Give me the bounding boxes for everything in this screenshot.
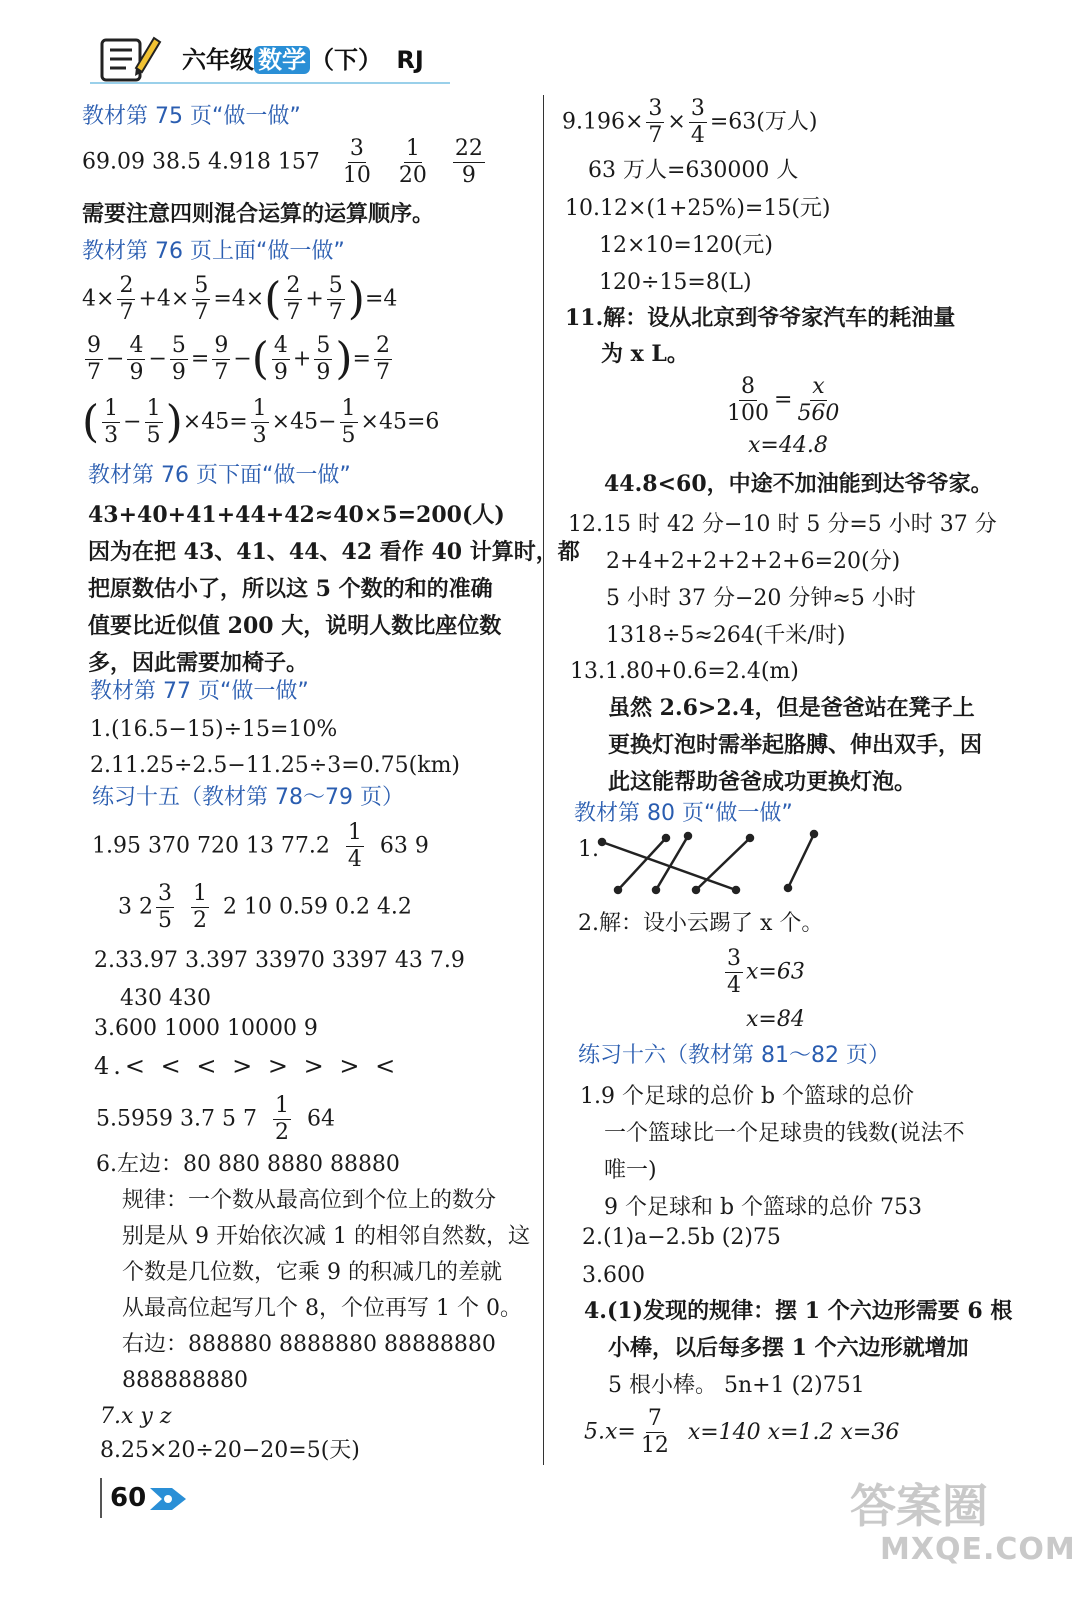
q9-equation: 9.196× $\frac{3}{7}$ × $\frac{3}{4}$ =63(万人) xyxy=(562,96,818,148)
ex15-q6: 6.左边：80 880 8880 88880 规律：一个数从最高位到个位上的数分 别是从 9 开始依次减 1 的相邻自然数，这 个数是几位数，它乘 9 的积减几的差就 从最高位起写几个 8，个位再写 1 个 0。 右边：888880 8888880 88888880 888888880 xyxy=(96,1152,530,1393)
section-heading-exercise-15: 练习十五（教材第 78～79 页） xyxy=(92,785,404,810)
equation-3: ( $\frac{1}{3}$ − $\frac{1}{5}$ )×45= $\frac{1}{3}$ ×45− $\frac{1}{5}$ ×45=6 xyxy=(82,396,440,448)
p75-answers xyxy=(82,138,488,187)
p80-q2-solution: x=84 xyxy=(746,1007,805,1032)
ex16-q4: 4.(1)发现的规律：摆 1 个六边形需要 6 根 小棒，以后每多摆 1 个六边形就增加 5 根小棒。 5n+1 (2)751 xyxy=(584,1298,1013,1398)
ex16-q1: 1.9 个足球的总价 b 个篮球的总价 一个篮球比一个足球贵的钱数(说法不 唯一) 9 个足球和 b 个篮球的总价 753 xyxy=(580,1084,965,1220)
equation-1: 4× $\frac{2}{7}$ +4× $\frac{5}{7}$ =4×( $\frac{2}{7}$ + $\frac{5}{7}$ )=4 xyxy=(82,273,398,325)
ex15-q4: 4.< < < > > > > < xyxy=(94,1052,400,1080)
fraction: $\frac{22}{9}$ xyxy=(454,136,483,188)
section-heading-p76-bottom: 教材第 76 页下面“做一做” xyxy=(88,463,351,488)
section-heading-exercise-16: 练习十六（教材第 81～82 页） xyxy=(578,1043,890,1068)
ex15-q7: 7.x y z xyxy=(100,1404,172,1429)
footer-rule xyxy=(100,1478,102,1518)
p75-numbers: 69.09 38.5 4.918 157 xyxy=(82,149,320,175)
fraction: $\frac{3}{10}$ xyxy=(342,136,371,188)
p80-q2: 2.解：设小云踢了 x 个。 xyxy=(578,911,824,936)
section-heading-p80: 教材第 80 页“做一做” xyxy=(574,801,793,826)
ex15-q8: 8.25×20÷20−20=5(天) xyxy=(100,1438,360,1463)
ex15-q3: 3.600 1000 10000 9 xyxy=(94,1016,318,1041)
section-heading-p75: 教材第 75 页“做一做” xyxy=(82,104,301,129)
q9-conversion: 63 万人=630000 人 xyxy=(588,158,799,183)
page-header-title xyxy=(182,40,424,75)
q11: 11.解：设从北京到爷爷家汽车的耗油量 为 x L。 xyxy=(565,305,956,367)
book-pencil-icon xyxy=(92,30,162,90)
matching-lines-diagram xyxy=(596,828,826,902)
page-number: 60 xyxy=(110,1483,147,1513)
header-subject: 数学 xyxy=(254,46,310,74)
header-grade: 六年级 xyxy=(182,46,254,74)
ex15-q1-line2: 3 2 $\frac{3}{5}$ $\frac{1}{2}$ 2 10 0.59 0.2 4.2 xyxy=(118,881,412,933)
ex16-q3: 3.600 xyxy=(582,1263,645,1288)
p76-bottom-answer: 43+40+41+44+42≈40×5=200(人) 因为在把 43、41、44、42 看作 40 计算时，都 把原数估小了，所以这 5 个数的和的准确 值要比近似值 200 大，说明人数比座位数 多，因此需要加椅子。 xyxy=(88,502,580,676)
header-term: （下） xyxy=(310,46,382,74)
equation-2: $\frac{9}{7}$ − $\frac{4}{9}$ − $\frac{5}{9}$ = $\frac{9}{7}$ −( $\frac{4}{9}$ + $\frac{5}{9}$ )= $\frac{2}{7}$ xyxy=(87,333,390,385)
p80-q1-label: 1. xyxy=(578,837,599,862)
p80-q2-equation: $\frac{3}{4}$ x=63 xyxy=(727,946,805,998)
header-edition: RJ xyxy=(396,46,424,74)
q11-solution: x=44.8 xyxy=(748,433,828,458)
fraction: $\frac{1}{20}$ xyxy=(398,136,427,188)
watermark-logo: 答案圈 xyxy=(850,1479,988,1533)
p75-note: 需要注意四则混合运算的运算顺序。 xyxy=(82,201,435,227)
column-divider xyxy=(543,95,544,1465)
q11-proportion: $\frac{8}{100}$ = $\frac{x}{560}$ xyxy=(727,374,840,426)
section-heading-p76-top: 教材第 76 页上面“做一做” xyxy=(82,239,345,264)
q10: 10.12×(1+25%)=15(元) 12×10=120(元) 120÷15=8(L) xyxy=(565,196,831,295)
ex15-q1-line1: 1.95 370 720 13 77.2 $\frac{1}{4}$ 63 9 xyxy=(92,820,429,872)
section-heading-p77: 教材第 77 页“做一做” xyxy=(90,679,309,704)
ex15-q2: 2.33.97 3.397 33970 3397 43 7.9 430 430 xyxy=(94,948,465,1011)
p77-answers: 1.(16.5−15)÷15=10% 2.11.25÷2.5−11.25÷3=0.75(km) xyxy=(90,717,461,778)
arrow-decoration-icon xyxy=(148,1484,190,1518)
watermark-url: MXQE.COM xyxy=(880,1532,1076,1567)
q12: 12.15 时 42 分−10 时 5 分=5 小时 37 分 2+4+2+2+2+2+6=20(分) 5 小时 37 分−20 分钟≈5 小时 1318÷5≈264(千米/时) xyxy=(568,512,997,648)
ex16-q2: 2.(1)a−2.5b (2)75 xyxy=(582,1225,781,1250)
ex15-q5: 5.5959 3.7 5 7 $\frac{1}{2}$ 64 xyxy=(96,1093,335,1145)
ex16-q5: 5.x= $\frac{7}{12}$ x=140 x=1.2 x=36 xyxy=(584,1406,900,1458)
q11-conclusion: 44.8<60，中途不加油能到达爷爷家。 xyxy=(604,471,993,497)
q13: 13.1.80+0.6=2.4(m) 虽然 2.6>2.4，但是爸爸站在凳子上 更换灯泡时需举起胳膊、伸出双手，因 此这能帮助爸爸成功更换灯泡。 xyxy=(570,659,983,795)
